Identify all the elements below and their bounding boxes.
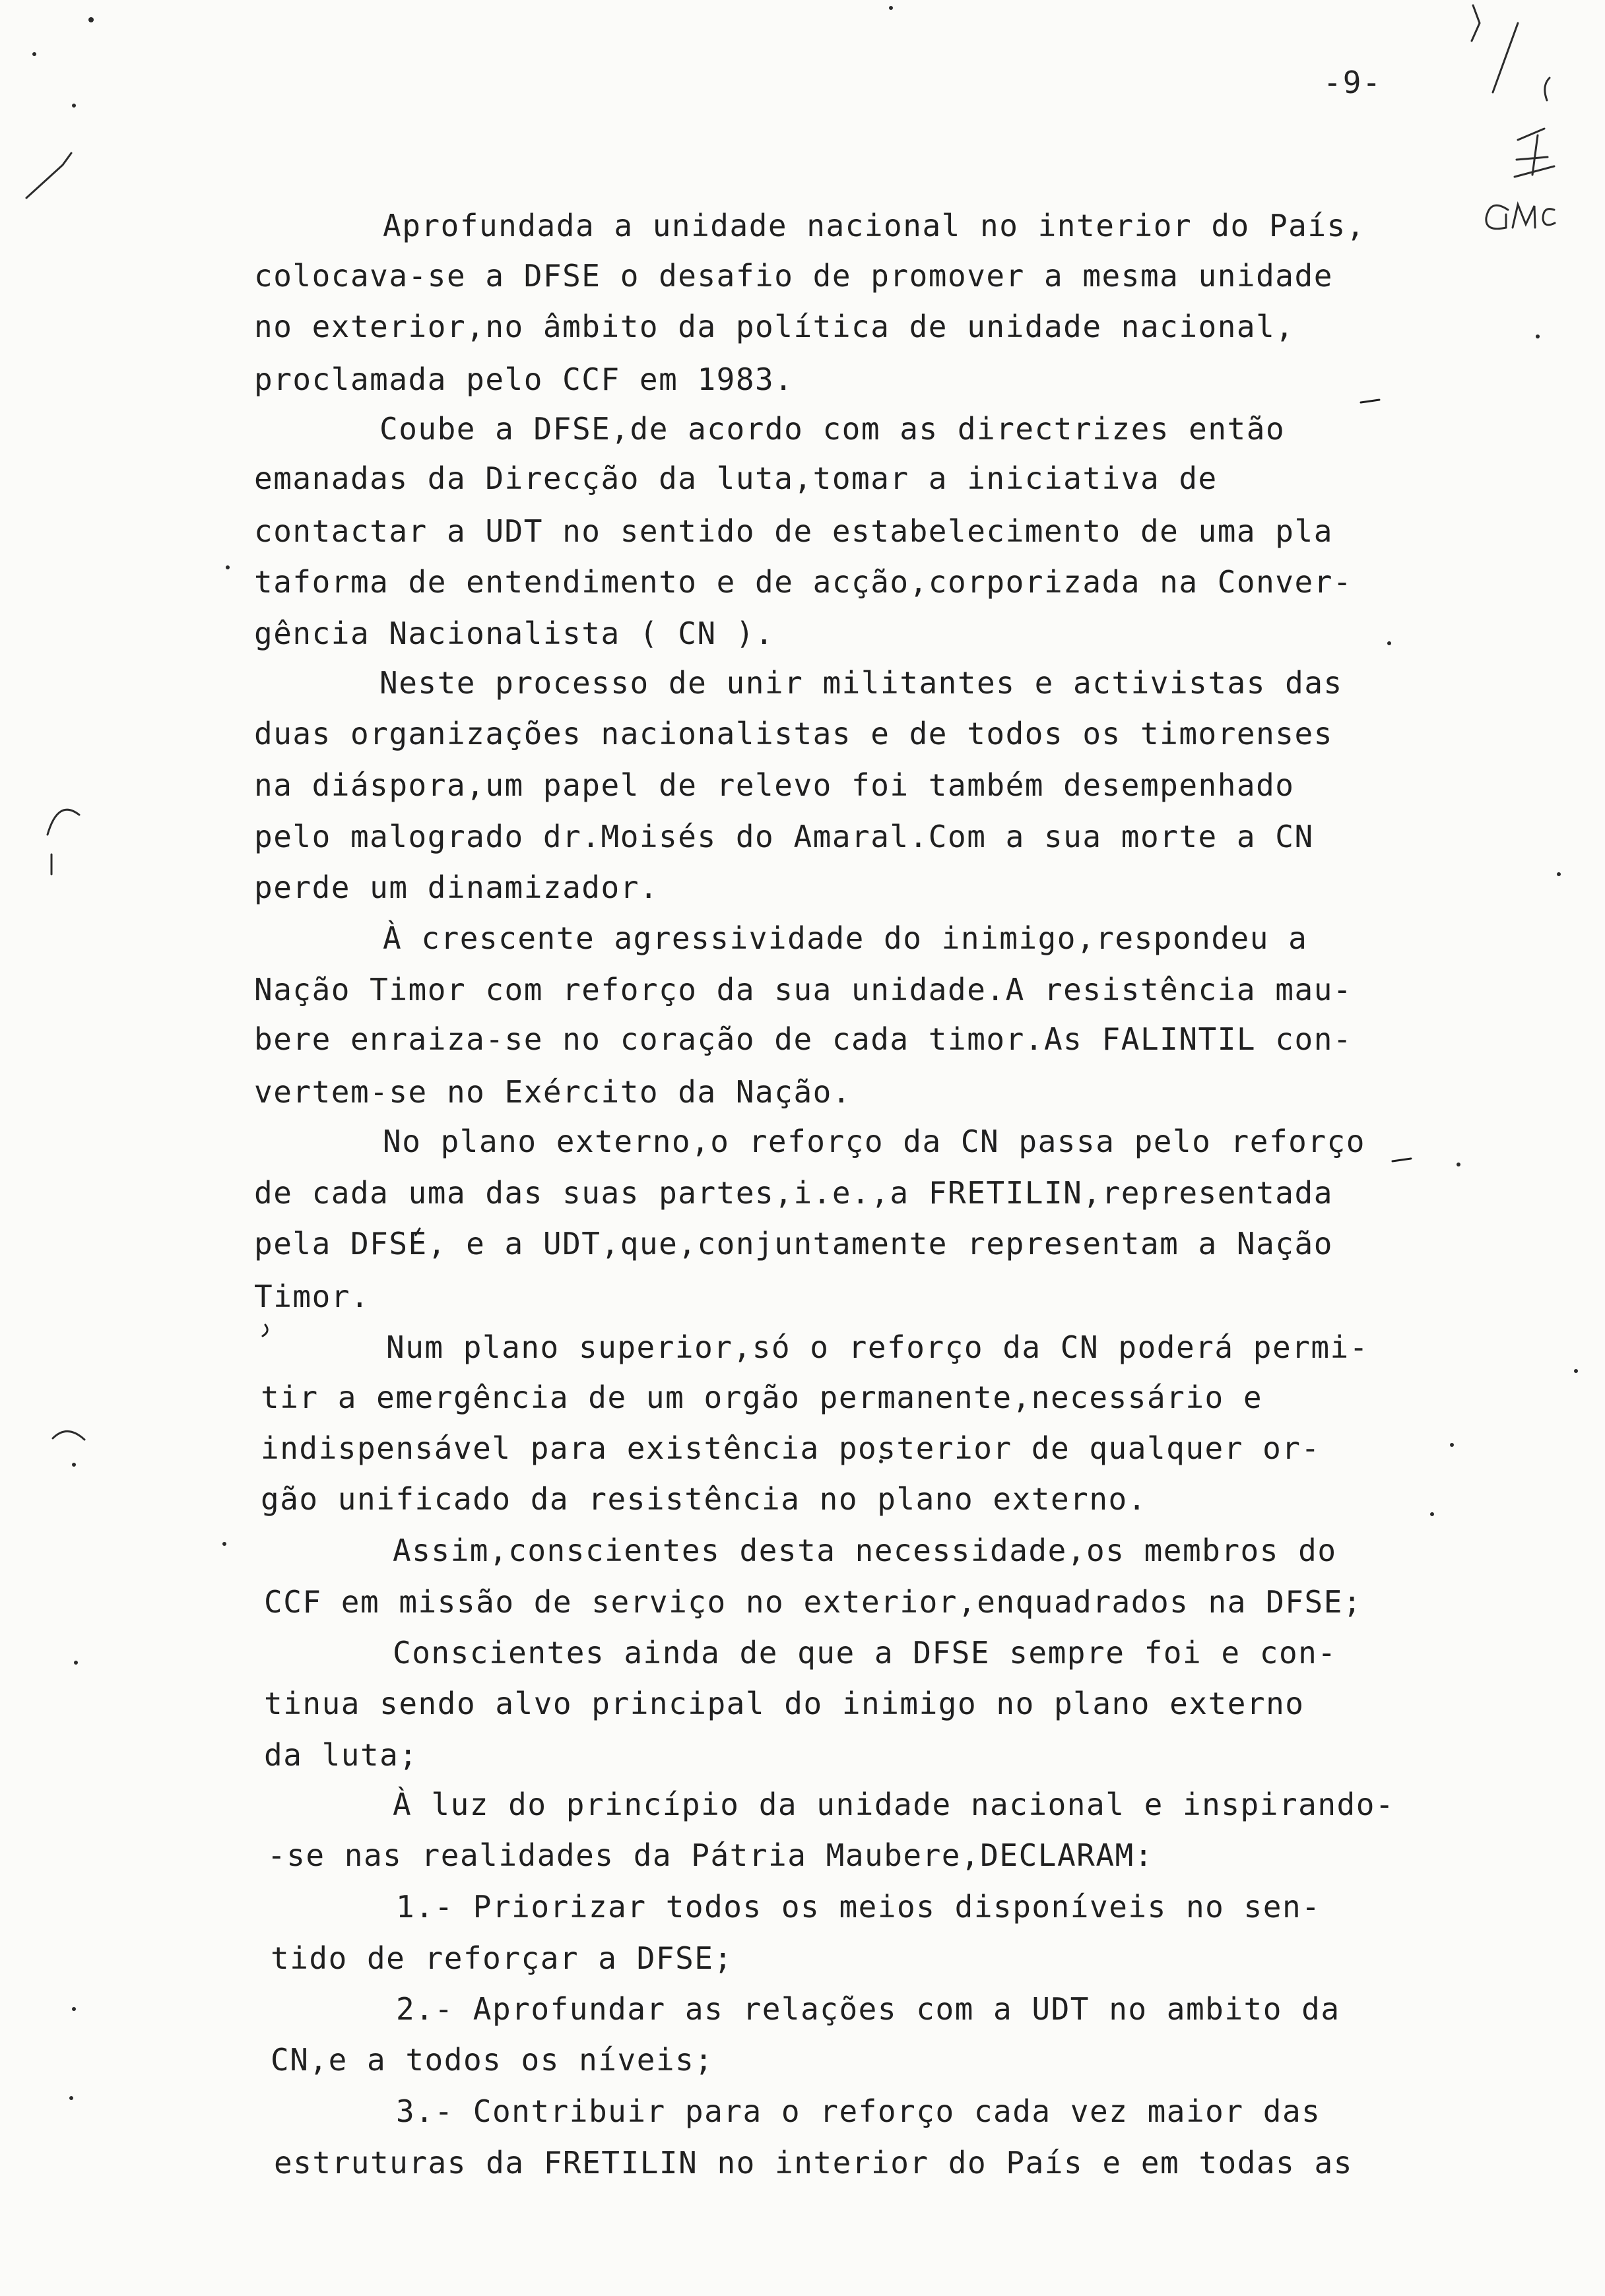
- margin-handwriting: [1472, 5, 1480, 41]
- body-line: vertem-se no Exército da Nação.: [254, 1074, 852, 1110]
- body-line: indispensável para existência posterior de qualquer or-: [261, 1430, 1321, 1466]
- margin-handwriting: [1493, 23, 1518, 92]
- body-line: Num plano superior,só o reforço da CN poderá permi-: [386, 1329, 1369, 1365]
- body-line: Timor.: [254, 1279, 370, 1314]
- speck: [1557, 872, 1561, 876]
- body-line: taforma de entendimento e de acção,corporizada na Conver-: [254, 564, 1353, 600]
- body-line: 3.- Contribuir para o reforço cada vez maior das: [396, 2093, 1321, 2129]
- speck: [1430, 1512, 1434, 1516]
- body-line: tir a emergência de um orgão permanente,necessário e: [261, 1380, 1263, 1415]
- body-line: À luz do princípio da unidade nacional e inspirando-: [393, 1787, 1395, 1822]
- body-line: tinua sendo alvo principal do inimigo no plano externo: [264, 1686, 1305, 1721]
- speck: [1450, 1443, 1454, 1447]
- speck: [1536, 335, 1540, 338]
- body-line: pela DFSE, e a UDT,que,conjuntamente representam a Nação: [254, 1226, 1333, 1261]
- margin-mark: [48, 810, 79, 835]
- body-line: de cada uma das suas partes,i.e.,a FRETILIN,representada: [254, 1175, 1333, 1211]
- speck: [72, 104, 76, 108]
- page-number: -9-: [1323, 65, 1383, 100]
- body-line: CCF em missão de serviço no exterior,enquadrados na DFSE;: [264, 1584, 1363, 1620]
- body-line: contactar a UDT no sentido de estabelecimento de uma pla: [254, 513, 1333, 549]
- speck: [74, 1661, 78, 1665]
- margin-handwriting: [1545, 78, 1550, 100]
- overstrike-mark: [1361, 400, 1379, 402]
- body-line: bere enraiza-se no coração de cada timor.As FALINTIL con-: [254, 1021, 1353, 1057]
- handwritten-comma: [263, 1325, 267, 1336]
- body-line: Coube a DFSE,de acordo com as directrizes então: [379, 411, 1286, 447]
- body-line: perde um dinamizador.: [254, 870, 659, 905]
- body-line: gão unificado da resistência no plano externo.: [261, 1481, 1147, 1517]
- body-line: 1.- Priorizar todos os meios disponíveis no sen-: [396, 1889, 1321, 1925]
- body-line: emanadas da Direcção da luta,tomar a iniciativa de: [254, 461, 1218, 496]
- margin-mark: [53, 1431, 84, 1440]
- body-line: No plano externo,o reforço da CN passa pelo reforço: [383, 1124, 1365, 1159]
- body-line: Neste processo de unir militantes e activistas das: [379, 665, 1343, 701]
- body-line: no exterior,no âmbito da política de unidade nacional,: [254, 309, 1295, 344]
- speck: [889, 6, 893, 10]
- speck: [32, 52, 36, 56]
- body-line: À crescente agressividade do inimigo,respondeu a: [383, 920, 1308, 956]
- speck: [69, 2096, 73, 2100]
- speck: [72, 2007, 76, 2011]
- body-line: colocava-se a DFSE o desafio de promover a mesma unidade: [254, 258, 1333, 294]
- body-line: duas organizações nacionalistas e de todos os timorenses: [254, 716, 1333, 751]
- body-line: Aprofundada a unidade nacional no interior do País,: [383, 208, 1365, 243]
- body-line: 2.- Aprofundar as relações com a UDT no ambito da: [396, 1991, 1340, 2027]
- speck: [88, 17, 94, 22]
- body-line: gência Nacionalista ( CN ).: [254, 616, 775, 651]
- margin-handwriting: [1486, 205, 1555, 229]
- body-line: -se nas realidades da Pátria Maubere,DECLARAM:: [267, 1837, 1154, 1873]
- speck: [72, 1463, 76, 1467]
- body-line: na diáspora,um papel de relevo foi também desempenhado: [254, 767, 1295, 803]
- body-line: Nação Timor com reforço da sua unidade.A resistência mau-: [254, 972, 1353, 1007]
- body-line: da luta;: [264, 1737, 418, 1773]
- body-line: CN,e a todos os níveis;: [271, 2042, 714, 2078]
- speck: [1387, 641, 1391, 645]
- body-line: pelo malogrado dr.Moisés do Amaral.Com a sua morte a CN: [254, 819, 1314, 854]
- body-line: proclamada pelo CCF em 1983.: [254, 362, 794, 397]
- body-line: Conscientes ainda de que a DFSE sempre foi e con-: [393, 1635, 1337, 1671]
- body-line: tido de reforçar a DFSE;: [271, 1940, 733, 1976]
- body-line: Assim,conscientes desta necessidade,os membros do: [393, 1533, 1337, 1568]
- speck: [226, 565, 230, 569]
- margin-handwriting: [1515, 129, 1554, 177]
- speck: [222, 1542, 226, 1546]
- margin-scratch: [26, 153, 71, 198]
- speck: [1457, 1163, 1460, 1166]
- speck: [1574, 1369, 1578, 1373]
- overstrike-mark: [1392, 1159, 1411, 1161]
- body-line: estruturas da FRETILIN no interior do País e em todas as: [274, 2145, 1353, 2181]
